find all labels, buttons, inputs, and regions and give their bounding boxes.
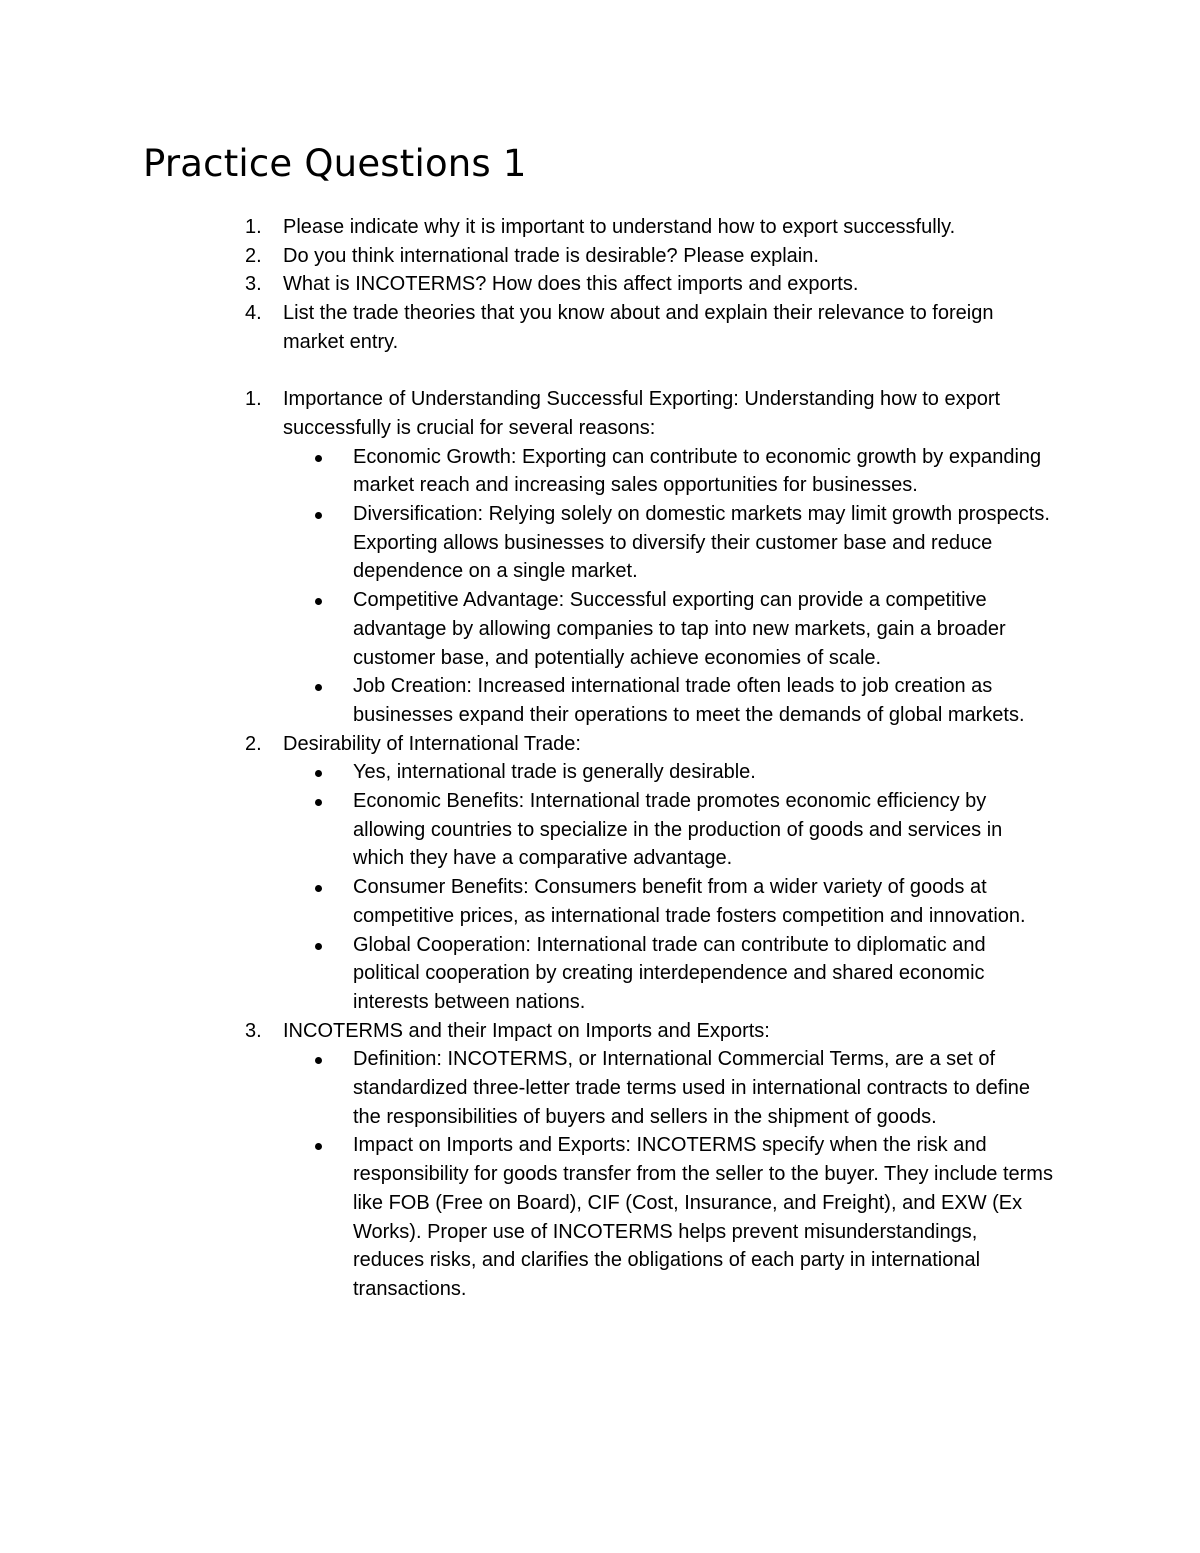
bullet-icon xyxy=(315,1143,322,1150)
answer-point-text: Impact on Imports and Exports: INCOTERMS specify when the risk and responsibility for goods transfer from the seller to the buyer. They include terms like FOB (Free on Board), CIF (Cost, Insurance, and Freight), and EXW (Ex Works). Proper use of INCOTERMS helps prevent misunderstandings, reduces risks, and clarifies the obligations of each party in international transactions. xyxy=(353,1134,1053,1300)
answer-item xyxy=(245,385,1063,729)
answer-point xyxy=(353,931,1053,1017)
question-text: List the trade theories that you know about and explain their relevance to foreign market entry. xyxy=(283,302,994,353)
question-text: What is INCOTERMS? How does this affect imports and exports. xyxy=(283,273,859,296)
bullet-icon xyxy=(315,943,322,950)
answer-point xyxy=(353,1045,1053,1131)
question-number: 3. xyxy=(245,273,262,296)
answer-heading: Desirability of International Trade: xyxy=(283,732,581,755)
answer-point-text: Job Creation: Increased international trade often leads to job creation as businesses expand their operations to meet the demands of global markets. xyxy=(353,675,1025,726)
question-item xyxy=(245,242,1023,271)
bullet-icon xyxy=(315,598,322,605)
bullet-icon xyxy=(315,885,322,892)
answer-point xyxy=(353,873,1053,930)
answer-points xyxy=(353,1045,1053,1303)
bullet-icon xyxy=(315,770,322,777)
answer-points xyxy=(353,443,1053,730)
answer-point-text: Definition: INCOTERMS, or International Commercial Terms, are a set of standardized three-letter trade terms used in international contracts to define the responsibilities of buyers and sellers in the shipment of goods. xyxy=(353,1048,1031,1128)
answer-point xyxy=(353,1131,1053,1303)
bullet-icon xyxy=(315,684,322,691)
page-title: Practice Questions 1 xyxy=(143,142,527,185)
question-item xyxy=(245,299,1023,356)
answer-item xyxy=(245,1017,1063,1304)
answer-number: 3. xyxy=(245,1019,262,1042)
question-item xyxy=(245,270,1023,299)
question-item xyxy=(245,213,1023,242)
answer-point-text: Global Cooperation: International trade can contribute to diplomatic and political cooperation by creating interdependence and shared economic interests between nations. xyxy=(353,933,986,1013)
answer-heading: Importance of Understanding Successful Exporting: Understanding how to export successfully is crucial for several reasons: xyxy=(283,388,1001,439)
answer-point-text: Competitive Advantage: Successful exporting can provide a competitive advantage by allowing companies to tap into new markets, gain a broader customer base, and potentially achieve economies of scale. xyxy=(353,589,1006,669)
answer-item xyxy=(245,730,1063,1017)
question-text: Please indicate why it is important to understand how to export successfully. xyxy=(283,216,956,238)
answer-points xyxy=(353,758,1053,1016)
bullet-icon xyxy=(315,1057,322,1064)
answer-point xyxy=(353,758,1053,787)
question-list xyxy=(245,213,1023,357)
answer-list xyxy=(245,385,1063,1304)
answer-point-text: Economic Growth: Exporting can contribute to economic growth by expanding market reach and increasing sales opportunities for businesses. xyxy=(353,445,1042,497)
answer-number: 1. xyxy=(245,388,262,411)
bullet-icon xyxy=(315,455,322,462)
answer-number: 2. xyxy=(245,732,262,755)
answer-point xyxy=(353,586,1053,672)
question-text: Do you think international trade is desirable? Please explain. xyxy=(283,244,819,267)
answer-point-text: Consumer Benefits: Consumers benefit from a wider variety of goods at competitive prices, as international trade fosters competition and innovation. xyxy=(353,876,1026,927)
bullet-icon xyxy=(315,512,322,519)
answer-point xyxy=(353,500,1053,586)
bullet-icon xyxy=(315,799,322,806)
answer-point-text: Economic Benefits: International trade promotes economic efficiency by allowing countries to specialize in the production of goods and services in which they have a comparative advantage. xyxy=(353,790,1003,870)
question-number: 1. xyxy=(245,216,262,238)
answer-point xyxy=(353,443,1053,500)
question-number: 2. xyxy=(245,244,262,267)
answer-point-text: Diversification: Relying solely on domestic markets may limit growth prospects. Exporting allows businesses to diversify their customer base and reduce dependence on a single market. xyxy=(353,503,1050,583)
answer-heading: INCOTERMS and their Impact on Imports and Exports: xyxy=(283,1019,770,1042)
document-body xyxy=(0,213,1200,1304)
answer-point xyxy=(353,787,1053,873)
question-number: 4. xyxy=(245,302,262,325)
answer-point-text: Yes, international trade is generally desirable. xyxy=(353,761,756,784)
answer-point xyxy=(353,672,1053,729)
